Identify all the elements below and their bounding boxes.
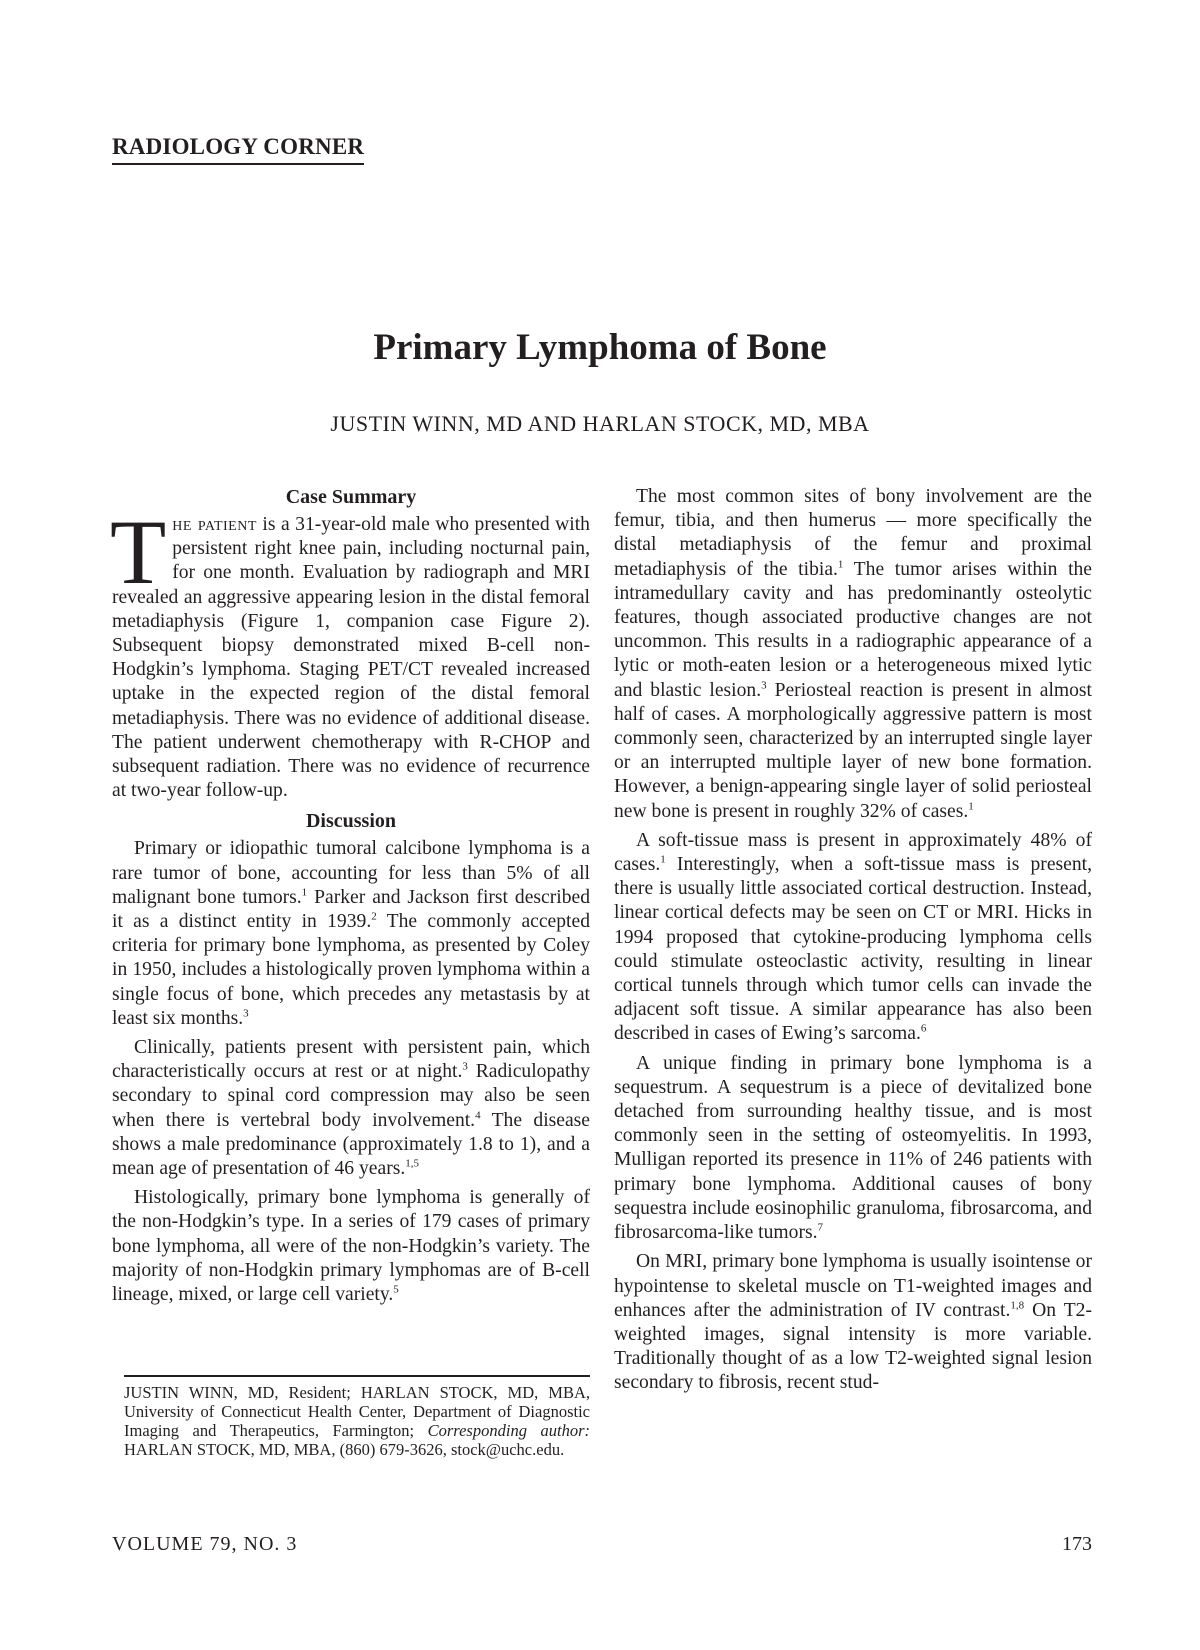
drop-cap: T	[110, 501, 167, 603]
body-paragraph: A soft-tissue mass is present in approximately 48% of cases.$^1$ Interestingly, when a soft-tissue mass is present, there is usually little associated cortical destruction. Instead, linear cortical defects may be seen on CT or MRI. Hicks in 1994 proposed that cytokine-producing lymphoma cells could stimulate osteoclastic activity, resulting in linear cortical tunnels through which tumor cells can invade the adjacent soft tissue. A similar appearance has also been described in cases of Ewing’s sarcoma.$^6$	[614, 829, 1092, 1045]
page-number: 173	[1062, 1533, 1092, 1555]
left-column	[112, 485, 590, 1312]
case-summary-paragraph	[110, 501, 590, 803]
case-text: is a 31-year-old male who presented with persistent right knee pain, including nocturnal pain, for one month. Evaluation by radiograph and MRI revealed an aggressive appearing lesion in the distal femoral metadiaphysis (Figure 1, companion case Figure 2). Subsequent biopsy demonstrated mixed B-cell non-Hodgkin’s lymphoma. Staging PET/CT revealed increased uptake in the expected region of the distal femoral metadiaphysis. There was no evidence of additional disease. The patient underwent chemotherapy with R-CHOP and subsequent radiation. There was no evidence of recurrence at two-year follow-up.	[112, 514, 590, 802]
body-paragraph: On MRI, primary bone lymphoma is usually isointense or hypointense to skeletal muscle on T1-weighted images and enhances after the administration of IV contrast.$^{1,8}$ On T2-weighted images, signal intensity is more variable. Traditionally thought of as a low T2-weighted signal lesion secondary to fibrosis, recent stud-	[614, 1251, 1092, 1394]
body-paragraph: A unique finding in primary bone lymphoma is a sequestrum. A sequestrum is a piece of devitalized bone detached from surrounding healthy tissue, and is most commonly seen in the setting of osteomyelitis. In 1993, Mulligan reported its presence in 11% of 246 patients with primary bone lymphoma. Additional causes of bony sequestra include eosinophilic granuloma, fibrosarcoma, and fibrosarcoma-like tumors.$^7$	[614, 1052, 1092, 1244]
body-paragraph: The most common sites of bony involvement are the femur, tibia, and then humerus — more specifically the distal metadiaphysis of the femur and proximal metadiaphysis of the tibia.$^1$ The tumor arises within the intramedullary cavity and has predominantly osteolytic features, though associated productive changes are not uncommon. This results in a radiographic appearance of a lytic or moth-eaten lesion or a heterogeneous mixed lytic and blastic lesion.$^3$ Periosteal reaction is present in almost half of cases. A morphologically aggressive pattern is most commonly seen, characterized by an interrupted single layer or an interrupted multiple layer of new bone formation. However, a benign-appearing single layer of solid periosteal new bone is present in roughly 32% of cases.$^1$	[614, 486, 1093, 822]
author-footnote: JUSTIN WINN, MD, Resident; HARLAN STOCK, MD, MBA, University of Connecticut Health Center, Department of Diagnostic Imaging and Therapeutics, Farmington; Corresponding author: HARLAN STOCK, MD, MBA, (860) 679-3626, stock@uchc.edu.	[124, 1383, 590, 1459]
article-authors: JUSTIN WINN, MD AND HARLAN STOCK, MD, MBA	[330, 411, 870, 436]
footnote-divider	[124, 1375, 590, 1377]
discussion-paragraph: Histologically, primary bone lymphoma is generally of the non-Hodgkin’s type. In a series of 179 cases of primary bone lymphoma, all were of the non-Hodgkin’s variety. The majority of non-Hodgkin primary lymphomas are of B-cell lineage, mixed, or large cell variety.$^5$	[112, 1187, 590, 1306]
section-label: RADIOLOGY CORNER	[112, 133, 364, 165]
article-title: Primary Lymphoma of Bone	[373, 327, 827, 368]
volume-footer: VOLUME 79, NO. 3	[112, 1533, 298, 1555]
right-column	[614, 485, 1092, 1401]
discussion-paragraph: Clinically, patients present with persistent pain, which characteristically occurs at rest or at night.$^3$ Radiculopathy secondary to spinal cord compression may also be seen when there is vertebral body involvement.$^4$ The disease shows a male predominance (approximately 1.8 to 1), and a mean age of presentation of 46 years.$^{1,5}$	[112, 1037, 591, 1180]
lead-in: he patient	[172, 514, 257, 535]
case-summary-heading: Case Summary	[285, 486, 417, 508]
discussion-paragraph: Primary or idiopathic tumoral calcibone lymphoma is a rare tumor of bone, accounting for less than 5% of all malignant bone tumors.$^1$ Parker and Jackson first described it as a distinct entity in 1939.$^2$ The commonly accepted criteria for primary bone lymphoma, as presented by Coley in 1950, includes a histologically proven lymphoma within a single focus of bone, which precedes any metastasis by at least six months.$^3$	[112, 838, 590, 1029]
discussion-heading: Discussion	[305, 810, 397, 833]
